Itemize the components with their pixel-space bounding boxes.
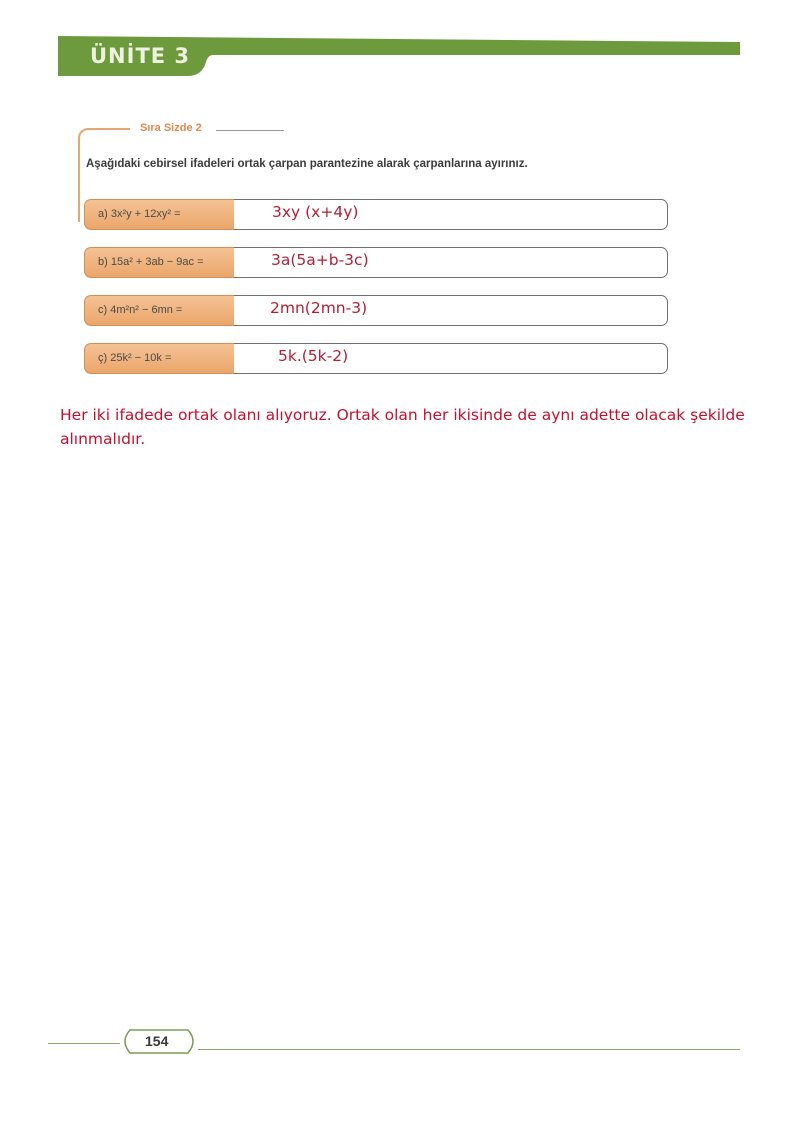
- unit-title: ÜNİTE 3: [90, 44, 191, 68]
- answer-text-a: 3xy (x+4y): [272, 203, 359, 221]
- frame-line-left: [88, 128, 130, 130]
- question-label-b: b) 15a² + 3ab − 9ac =: [84, 247, 234, 278]
- question-label-a: a) 3x²y + 12xy² =: [84, 199, 234, 230]
- page-number: 154: [145, 1033, 169, 1049]
- answer-text-c: 2mn(2mn-3): [270, 299, 368, 317]
- question-row-c: [84, 295, 668, 326]
- footer-line-left: [48, 1043, 120, 1044]
- question-row-a: [84, 199, 668, 230]
- answer-field-a[interactable]: [234, 199, 668, 230]
- question-label-d: ç) 25k² − 10k =: [84, 343, 234, 374]
- answer-field-d[interactable]: [234, 343, 668, 374]
- instruction-text: Aşağıdaki cebirsel ifadeleri ortak çarpan parantezine alarak çarpanlarına ayırınız.: [86, 158, 528, 170]
- answer-text-b: 3a(5a+b-3c): [271, 251, 369, 269]
- question-row-b: [84, 247, 668, 278]
- frame-line-right: [216, 130, 284, 131]
- section-title: Sıra Sizde 2: [140, 122, 202, 134]
- footer-line-right: [198, 1049, 740, 1050]
- explanation-note: Her iki ifadede ortak olanı alıyoruz. Ortak olan her ikisinde de aynı adette olacak şekilde alınmalıdır.: [60, 406, 745, 448]
- question-label-c: c) 4m²n² − 6mn =: [84, 295, 234, 326]
- answer-text-d: 5k.(5k-2): [278, 347, 349, 365]
- answer-field-b[interactable]: [234, 247, 668, 278]
- question-row-d: [84, 343, 668, 374]
- answer-field-c[interactable]: [234, 295, 668, 326]
